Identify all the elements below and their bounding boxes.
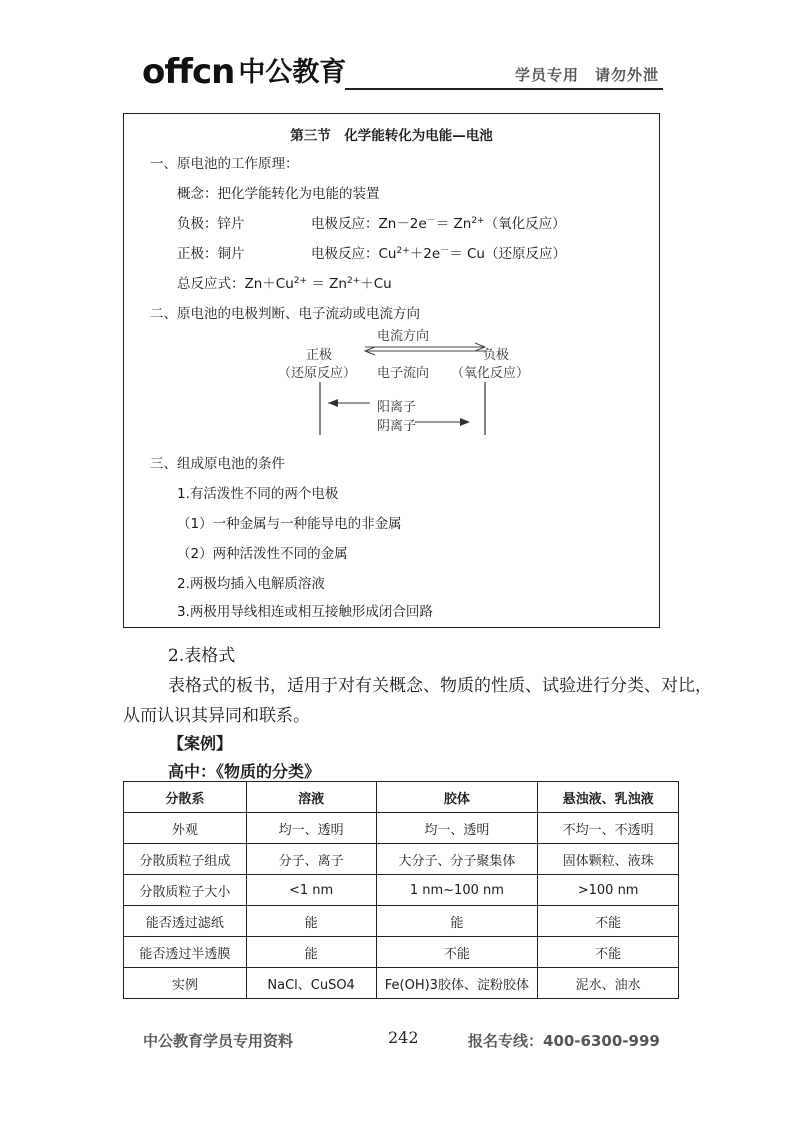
logo-latin-text: offcn [142, 52, 235, 92]
footer-brand-note: 中公教育学员专用资料 [143, 1032, 294, 1050]
table-cell: Fe(OH)3胶体、淀粉胶体 [376, 968, 538, 999]
condition-2: 2.两极均插入电解质溶液 [177, 576, 325, 592]
neg-reaction-sup2: 2+ [471, 216, 485, 226]
total-reaction-sup2: 2+ [346, 276, 361, 286]
table-header-row [124, 782, 679, 813]
dispersion-comparison-table [123, 781, 679, 999]
pos-reaction-mid: ＋2e [409, 246, 441, 262]
total-reaction [177, 272, 392, 292]
table-row [124, 906, 679, 937]
table-cell: 能否透过滤纸 [124, 906, 247, 937]
pos-reaction-suffix: ＝ Cu（还原反应） [449, 246, 566, 262]
total-reaction-suffix: ＋Cu [360, 276, 392, 292]
table-cell: 泥水、油水 [538, 968, 679, 999]
table-row [124, 844, 679, 875]
table-cell: 分散质粒子大小 [124, 875, 247, 906]
diagram-positive-sub: （还原反应） [278, 366, 357, 381]
table-header-cell: 溶液 [246, 782, 376, 813]
table-cell: 外观 [124, 813, 247, 844]
diagram-negative: 负极 [483, 348, 510, 363]
neg-reaction-suffix: （氧化反应） [484, 216, 566, 232]
table-cell: 固体颗粒、液珠 [538, 844, 679, 875]
concept-line: 概念：把化学能转化为电能的装置 [177, 186, 380, 202]
table-cell: 不能 [538, 906, 679, 937]
table-cell: 不能 [538, 937, 679, 968]
table-cell: <1 nm [246, 875, 376, 906]
positive-electrode-reaction [311, 242, 566, 262]
table-cell: 实例 [124, 968, 247, 999]
header-rule [345, 88, 663, 90]
condition-1b: （2）两种活泼性不同的金属 [177, 546, 348, 562]
table-cell: 分散质粒子组成 [124, 844, 247, 875]
table-cell: 不能 [376, 937, 538, 968]
negative-electrode-reaction [311, 212, 566, 232]
condition-1: 1.有活泼性不同的两个电极 [177, 486, 339, 502]
electrode-flow-diagram [270, 320, 530, 440]
offcn-logo [142, 42, 346, 92]
case-subject: 高中：《物质的分类》 [168, 762, 321, 781]
table-header-cell: 分散系 [124, 782, 247, 813]
table-cell: 均一、透明 [376, 813, 538, 844]
footer-hotline: 报名专线：400-6300-999 [468, 1032, 660, 1050]
negative-electrode-label: 负极：锌片 [177, 216, 245, 232]
table-cell: 1 nm~100 nm [376, 875, 538, 906]
header-confidential-note: 学员专用 请勿外泄 [515, 66, 660, 84]
total-reaction-mid: ＝ Zn [307, 276, 347, 292]
table-cell: 大分子、分子聚集体 [376, 844, 538, 875]
page-number: 242 [388, 1028, 419, 1047]
diagram-positive: 正极 [306, 348, 333, 363]
paragraph-line-2: 从而认识其异同和联系。 [123, 706, 310, 726]
table-cell: 能 [376, 906, 538, 937]
positive-electrode-label: 正极：铜片 [177, 246, 245, 262]
diagram-cation-label: 阴离子 [377, 419, 417, 434]
table-header-cell: 悬浊液、乳浊液 [538, 782, 679, 813]
pos-reaction-sup2: － [440, 246, 450, 256]
table-row [124, 968, 679, 999]
pos-reaction-prefix: 电极反应：Cu [311, 246, 397, 262]
table-cell: >100 nm [538, 875, 679, 906]
neg-reaction-sup1: － [426, 216, 436, 226]
neg-reaction-mid: ＝ Zn [435, 216, 472, 232]
neg-reaction-prefix: 电极反应：Zn－2e [311, 216, 427, 232]
total-reaction-prefix: 总反应式：Zn＋Cu [177, 276, 294, 292]
condition-3: 3.两极用导线相连或相互接触形成闭合回路 [177, 604, 433, 620]
section-1-heading: 一、原电池的工作原理： [150, 156, 299, 172]
diagram-anion-label: 阳离子 [377, 400, 417, 415]
diagram-current-direction: 电流方向 [377, 329, 430, 344]
paragraph-line-1: 表格式的板书，适用于对有关概念、物质的性质、试验进行分类、对比， [168, 676, 712, 696]
box-title: 第三节 化学能转化为电能—电池 [290, 128, 493, 144]
condition-1a: （1）一种金属与一种能导电的非金属 [177, 516, 402, 532]
section-3-heading: 三、组成原电池的条件 [150, 456, 285, 472]
table-cell: 不均一、不透明 [538, 813, 679, 844]
table-cell: 均一、透明 [246, 813, 376, 844]
table-row [124, 875, 679, 906]
table-cell: 能否透过半透膜 [124, 937, 247, 968]
table-cell: 能 [246, 906, 376, 937]
table-cell: 分子、离子 [246, 844, 376, 875]
section-2-heading: 二、原电池的电极判断、电子流动或电流方向 [150, 306, 420, 322]
total-reaction-sup1: 2+ [293, 276, 308, 286]
diagram-negative-sub: （氧化反应） [451, 366, 530, 381]
diagram-electron-flow: 电子流向 [377, 366, 430, 381]
pos-reaction-sup1: 2+ [396, 246, 410, 256]
table-row [124, 813, 679, 844]
case-heading: 【案例】 [168, 734, 233, 753]
section-heading-table-style: 2.表格式 [168, 646, 236, 666]
cation-arrowhead [328, 399, 338, 407]
table-header-cell: 胶体 [376, 782, 538, 813]
logo-chinese-text: 中公教育 [238, 57, 347, 88]
anion-arrowhead [460, 418, 470, 426]
table-cell: 能 [246, 937, 376, 968]
table-cell: NaCl、CuSO4 [246, 968, 376, 999]
table-row [124, 937, 679, 968]
